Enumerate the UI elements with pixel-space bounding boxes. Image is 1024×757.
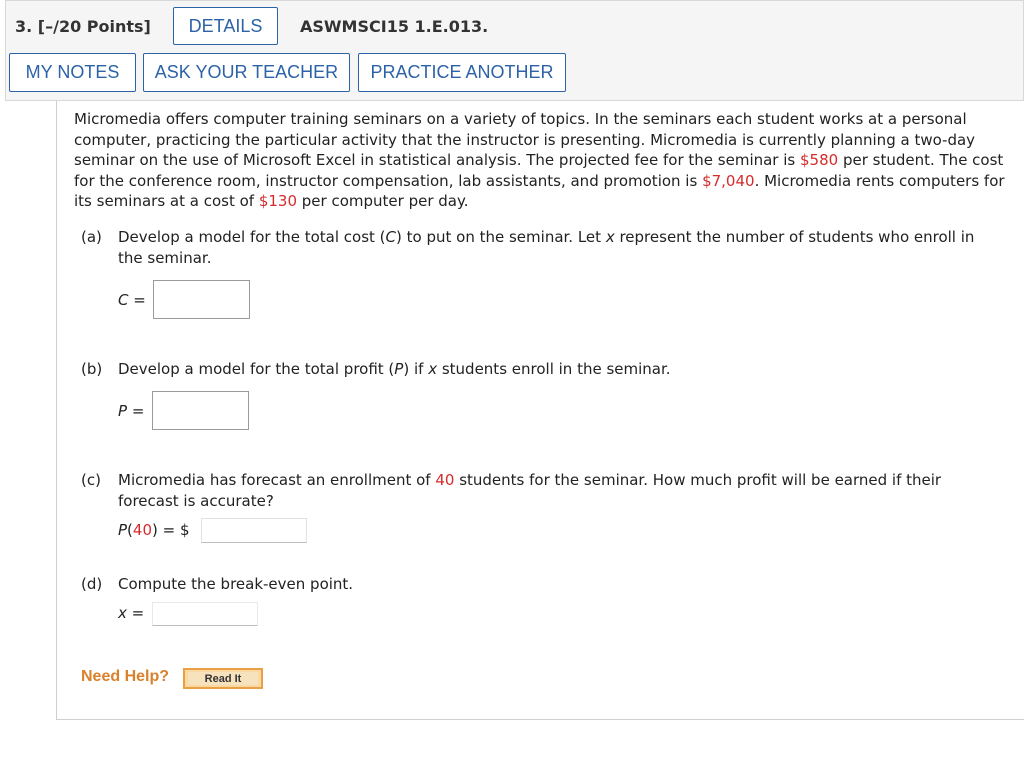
profit-answer-input[interactable]: [152, 391, 249, 430]
question-points: [–/20 Points]: [37, 17, 151, 36]
part-c-t2: students for the seminar. How much profit will be earned if their forecast is accurate?: [118, 471, 942, 510]
part-b-t3: students enroll in the seminar.: [437, 360, 671, 378]
part-b-t1: Develop a model for the total profit (: [118, 360, 395, 378]
part-b: [81, 359, 1001, 380]
part-b-t2: ) if: [403, 360, 429, 378]
question-code: ASWMSCI15 1.E.013.: [300, 17, 489, 36]
forecast-enrollment: 40: [435, 471, 455, 489]
forecast-eq-close: ) = $: [152, 521, 190, 539]
part-a-var1: C: [385, 228, 397, 246]
part-a: [81, 227, 1001, 268]
part-a-t3: represent the number of students who enroll in the seminar.: [118, 228, 975, 267]
practice-another-button[interactable]: [358, 53, 566, 92]
cost-eq-sign: =: [128, 291, 146, 309]
part-a-text: [118, 227, 1001, 268]
profit-eq-sign: =: [127, 402, 145, 420]
profit-equation-label: [118, 402, 144, 420]
practice-another-button-label: PRACTICE ANOTHER: [370, 62, 554, 82]
part-a-var2: x: [605, 228, 615, 246]
part-a-t2: ) to put on the seminar. Let: [396, 228, 606, 246]
intro-text-4: per computer per day.: [297, 192, 469, 211]
cost-equation-label: [118, 291, 146, 309]
details-button[interactable]: [173, 7, 278, 45]
part-d-label: (d): [81, 575, 103, 593]
break-even-sign: =: [126, 604, 145, 622]
part-b-var2: x: [428, 360, 438, 378]
my-notes-button[interactable]: [9, 53, 136, 92]
problem-statement: [74, 109, 1014, 212]
forecast-profit-input[interactable]: [201, 518, 307, 543]
fixed-cost: $7,040: [702, 171, 755, 190]
details-button-label: DETAILS: [188, 15, 263, 36]
forecast-profit-label: [118, 521, 190, 539]
intro-text-1: Micromedia offers computer training seminars on a variety of topics. In the seminars each student works at a personal computer, practicing the particular activity that the instructor is presenting. Micromedia is currently planning a two-day seminar on the use of Microsoft Excel in statistical analysis. The projected fee for the seminar is: [74, 110, 976, 170]
profit-eq-var: P: [118, 402, 128, 420]
forecast-eq-var: P: [118, 521, 128, 539]
cost-eq-var: C: [118, 291, 129, 309]
question-number: [15, 17, 151, 36]
part-c-t1: Micromedia has forecast an enrollment of: [118, 471, 436, 489]
break-even-input[interactable]: [152, 602, 258, 626]
part-d-text: Compute the break-even point.: [118, 575, 354, 593]
read-it-inner: [188, 672, 258, 685]
forecast-eq-open: (: [127, 521, 133, 539]
my-notes-button-label: MY NOTES: [25, 62, 120, 82]
part-b-text: [118, 359, 1001, 380]
part-b-var1: P: [394, 360, 404, 378]
part-a-t1: Develop a model for the total cost (: [118, 228, 386, 246]
ask-teacher-button-label: ASK YOUR TEACHER: [154, 62, 339, 82]
forecast-eq-num: 40: [132, 521, 152, 539]
read-it-label: Read It: [204, 672, 242, 685]
read-it-button[interactable]: [183, 668, 263, 689]
cost-answer-input[interactable]: [153, 280, 250, 319]
break-even-var: x: [118, 604, 127, 622]
question-number-text: 3.: [15, 17, 33, 36]
part-d: [81, 574, 1001, 595]
need-help-label: Need Help?: [81, 668, 170, 685]
intro-text-3: . Micromedia rents computers for its seminars at a cost of: [74, 171, 1005, 211]
part-c: [81, 470, 1001, 511]
part-c-text: [118, 470, 1001, 511]
computer-rent: $130: [258, 192, 298, 211]
intro-text-2: per student. The cost for the conference room, instructor compensation, lab assistants, and promotion is: [74, 151, 1004, 190]
part-a-label: (a): [81, 228, 102, 246]
break-even-label: [118, 604, 144, 622]
part-c-label: (c): [81, 471, 101, 489]
part-b-label: (b): [81, 360, 103, 378]
seminar-fee: $580: [800, 151, 839, 170]
ask-teacher-button[interactable]: [143, 53, 350, 92]
